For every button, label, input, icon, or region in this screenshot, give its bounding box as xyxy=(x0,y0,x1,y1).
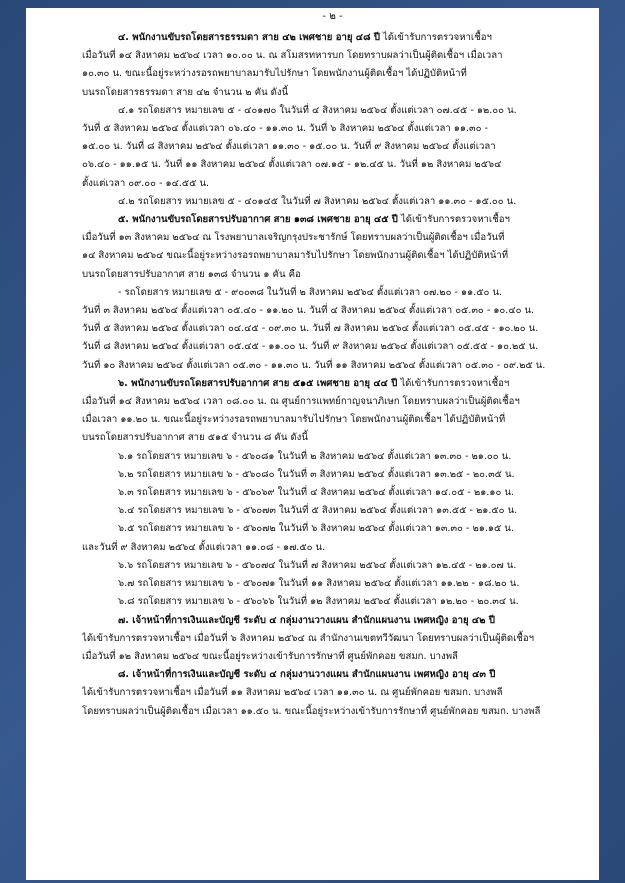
line-text: เมื่อเวลา ๑๑.๒๐ น. ขณะนี้อยู่ระหว่างรอรถพยาบาลมารับไปรักษา โดยพนักงานผู้ติดเชื้อฯ ได้ปฏิบัติหน้าที่ xyxy=(82,414,506,426)
line-text: ๖.๘ รถโดยสาร หมายเลข ๖ - ๕๖๐๖๖ ในวันที่ ๑๒ สิงหาคม ๒๕๖๔ ตั้งแต่เวลา ๑๒.๒๐ - ๒๐.๓๔ น. xyxy=(118,596,519,608)
text-line xyxy=(82,502,583,520)
text-line xyxy=(82,520,583,538)
text-line xyxy=(82,703,583,721)
text-line xyxy=(82,193,583,211)
text-line xyxy=(82,466,583,484)
text-line xyxy=(82,593,583,611)
text-line xyxy=(82,357,583,375)
line-text: ได้เข้ารับการตรวจหาเชื้อฯ เมื่อวันที่ ๑๑ สิงหาคม ๒๕๖๔ เวลา ๑๑.๓๐ น. ณ ศูนย์พักคอย ขสมก. บางพลี xyxy=(82,687,503,699)
line-text: ๖.๑ รถโดยสาร หมายเลข ๖ - ๕๖๐๘๑ ในวันที่ ๒ สิงหาคม ๒๕๖๔ ตั้งแต่เวลา ๑๓.๓๐ - ๒๑.๐๐ น. xyxy=(118,450,512,462)
text-line xyxy=(82,575,583,593)
section-heading: ๔. พนักงานขับรถโดยสารธรรมดา สาย ๔๒ เพศชาย อายุ ๔๘ ปี xyxy=(118,32,380,43)
line-text: ตั้งแต่เวลา ๐๙.๐๐ - ๑๔.๕๕ น. xyxy=(82,177,210,189)
line-text: ได้เข้ารับการตรวจหาเชื้อฯ เมื่อวันที่ ๖ สิงหาคม ๒๕๖๔ ณ สำนักงานเขตทวีวัฒนา โดยทราบผลว่าเป็นผู้ติดเชื้อฯ xyxy=(82,632,535,644)
text-line xyxy=(82,175,583,193)
line-text: เมื่อวันที่ ๑๔ สิงหาคม ๒๕๖๔ เวลา ๑๐.๐๐ น. ณ สโมสรทหารบก โดยทราบผลว่าเป็นผู้ติดเชื้อฯ เมื่อเวลา xyxy=(82,50,503,62)
line-text: - รถโดยสาร หมายเลข ๕ - ๙๐๐๓๘ ในวันที่ ๒ สิงหาคม ๒๕๖๔ ตั้งแต่เวลา ๐๗.๒๐ - ๑๑.๕๐ น. xyxy=(118,286,503,298)
line-text: ๖.๔ รถโดยสาร หมายเลข ๖ - ๕๖๐๗๓ ในวันที่ ๕ สิงหาคม ๒๕๖๔ ตั้งแต่เวลา ๑๓.๕๕ - ๒๑.๕๐ น. xyxy=(118,505,518,517)
line-text: วันที่ ๑๐ สิงหาคม ๒๕๖๔ ตั้งแต่เวลา ๐๕.๓๐ - ๑๑.๓๐ น. วันที่ ๑๑ สิงหาคม ๒๕๖๔ ตั้งแต่เวลา ๐๕.๓๐ - ๐๙.๒๕ น. xyxy=(82,359,546,371)
text-line xyxy=(82,266,583,284)
line-text: วันที่ ๕ สิงหาคม ๒๕๖๔ ตั้งแต่เวลา ๐๖.๔๐ - ๑๑.๓๐ น. วันที่ ๖ สิงหาคม ๒๕๖๔ ตั้งแต่เวลา ๑๑.๓๐ - xyxy=(82,123,488,135)
line-text: บนรถโดยสารธรรมดา สาย ๔๒ จำนวน ๒ คัน ดังนี้ xyxy=(82,86,289,98)
line-text: วันที่ ๓ สิงหาคม ๒๕๖๔ ตั้งแต่เวลา ๐๕.๔๐ - ๑๑.๒๐ น. วันที่ ๔ สิงหาคม ๒๕๖๔ ตั้งแต่เวลา ๐๕.๓๐ - ๑๐.๔๐ น. xyxy=(82,305,535,317)
text-line xyxy=(82,284,583,302)
text-line xyxy=(82,47,583,65)
text-line xyxy=(82,102,583,120)
page-number: - ๒ - xyxy=(322,11,343,22)
section-heading: ๗. เจ้าหน้าที่การเงินและบัญชี ระดับ ๔ กลุ่มงานวางแผน สำนักแผนงาน เพศหญิง อายุ ๔๒ ปี xyxy=(118,614,495,626)
section-heading-line xyxy=(82,666,583,684)
line-text: ได้เข้ารับการตรวจหาเชื้อฯ xyxy=(379,32,492,43)
text-line xyxy=(82,84,583,102)
line-text: ๑๕.๐๐ น. วันที่ ๘ สิงหาคม ๒๕๖๔ ตั้งแต่เวลา ๑๑.๓๐ - ๑๕.๐๐ น. วันที่ ๙ สิงหาคม ๒๕๖๔ ตั้งแต่เวลา xyxy=(82,141,496,153)
section-heading: ๘. เจ้าหน้าที่การเงินและบัญชี ระดับ ๔ กลุ่มงานวางแผน สำนักแผนงาน เพศหญิง อายุ ๔๓ ปี xyxy=(118,669,496,681)
text-line xyxy=(82,393,583,411)
line-text: บนรถโดยสารปรับอากาศ สาย ๕๑๕ จำนวน ๘ คัน ดังนี้ xyxy=(82,432,308,444)
line-text: ๖.๒ รถโดยสาร หมายเลข ๖ - ๕๖๐๘๐ ในวันที่ ๓ สิงหาคม ๒๕๖๔ ตั้งแต่เวลา ๑๓.๒๕ - ๒๐.๓๕ น. xyxy=(118,468,515,480)
line-text: บนรถโดยสารปรับอากาศ สาย ๑๓๘ จำนวน ๑ คัน คือ xyxy=(82,268,301,280)
text-line xyxy=(82,557,583,575)
line-text: ๑๔ สิงหาคม ๒๕๖๔ ขณะนี้อยู่ระหว่างรอรถพยาบาลมารับไปรักษา โดยพนักงานผู้ติดเชื้อฯ ได้ปฏิบัติหน้าที่ xyxy=(82,250,509,262)
text-line xyxy=(82,65,583,83)
text-line xyxy=(82,484,583,502)
section-heading-line xyxy=(82,612,583,630)
line-text: วันที่ ๘ สิงหาคม ๒๕๖๔ ตั้งแต่เวลา ๐๕.๔๕ - ๑๑.๐๐ น. วันที่ ๙ สิงหาคม ๒๕๖๔ ตั้งแต่เวลา ๐๕.๕๕ - ๑๐.๒๕ น. xyxy=(82,341,539,353)
text-line xyxy=(82,338,583,356)
line-text: เมื่อวันที่ ๑๓ สิงหาคม ๒๕๖๔ ณ โรงพยาบาลเจริญกรุงประชารักษ์ โดยทราบผลว่าเป็นผู้ติดเชื้อฯ เมื่อวันที่ xyxy=(82,232,505,244)
text-line xyxy=(82,411,583,429)
text-line xyxy=(82,648,583,666)
section-heading: ๖. พนักงานขับรถโดยสารปรับอากาศ สาย ๕๑๕ เพศชาย อายุ ๔๔ ปี xyxy=(118,377,398,389)
text-line xyxy=(82,156,583,174)
text-line xyxy=(82,229,583,247)
section-heading-line xyxy=(82,211,583,229)
line-text: และวันที่ ๙ สิงหาคม ๒๕๖๔ ตั้งแต่เวลา ๑๑.๐๘ - ๑๗.๕๐ น. xyxy=(82,541,326,553)
line-text: ๖.๖ รถโดยสาร หมายเลข ๖ - ๕๖๐๗๔ ในวันที่ ๗ สิงหาคม ๒๕๖๔ ตั้งแต่เวลา ๑๒.๔๕ - ๒๑.๐๗ น. xyxy=(118,559,517,571)
text-line xyxy=(82,429,583,447)
text-line xyxy=(82,539,583,557)
text-line xyxy=(82,302,583,320)
line-text: เมื่อวันที่ ๑๔ สิงหาคม ๒๕๖๔ เวลา ๐๘.๐๐ น. ณ ศูนย์การแพทย์กาญจนาภิเษก โดยทราบผลว่าเป็นผู้ติดเชื้อฯ xyxy=(82,396,520,408)
line-text: ๔.๑ รถโดยสาร หมายเลข ๕ - ๔๐๑๗๐ ในวันที่ ๔ สิงหาคม ๒๕๖๔ ตั้งแต่เวลา ๐๗.๔๕ - ๑๒.๐๐ น. xyxy=(118,104,517,116)
section-heading: ๕. พนักงานขับรถโดยสารปรับอากาศ สาย ๑๓๘ เพศชาย อายุ ๔๕ ปี xyxy=(118,214,398,226)
line-text: ๑๐.๓๐ น. ขณะนี้อยู่ระหว่างรอรถพยาบาลมารับไปรักษา โดยพนักงานผู้ติดเชื้อฯ ได้ปฏิบัติหน้าที่ xyxy=(82,68,467,80)
text-line xyxy=(82,247,583,265)
line-text: ๔.๒ รถโดยสาร หมายเลข ๕ - ๔๐๑๔๕ ในวันที่ ๗ สิงหาคม ๒๕๖๔ ตั้งแต่เวลา ๑๑.๓๐ - ๑๕.๐๐ น. xyxy=(118,195,517,207)
text-line xyxy=(82,684,583,702)
document-page xyxy=(26,8,599,880)
line-text: ๖.๓ รถโดยสาร หมายเลข ๖ - ๕๖๐๖๙ ในวันที่ ๔ สิงหาคม ๒๕๖๔ ตั้งแต่เวลา ๑๔.๐๕ - ๒๑.๑๐ น. xyxy=(118,487,514,499)
text-line xyxy=(82,630,583,648)
section-heading-line xyxy=(82,29,583,47)
line-text: ๐๖.๔๐ - ๑๑.๑๕ น. วันที่ ๑๑ สิงหาคม ๒๕๖๔ ตั้งแต่เวลา ๐๗.๑๕ - ๑๒.๔๕ น. วันที่ ๑๒ สิงหาคม ๒๕๖๔ xyxy=(82,159,502,171)
line-text: ได้เข้ารับการตรวจหาเชื้อฯ xyxy=(397,377,510,389)
line-text: วันที่ ๕ สิงหาคม ๒๕๖๔ ตั้งแต่เวลา ๐๔.๔๕ - ๐๙.๓๐ น. วันที่ ๗ สิงหาคม ๒๕๖๔ ตั้งแต่เวลา ๐๕.๔๕ - ๑๐.๒๐ น. xyxy=(82,323,539,335)
text-line xyxy=(82,138,583,156)
section-heading-line xyxy=(82,375,583,393)
document-body xyxy=(82,29,583,721)
line-text: เมื่อวันที่ ๑๒ สิงหาคม ๒๕๖๔ ขณะนี้อยู่ระหว่างเข้ารับการรักษาที่ ศูนย์พักคอย ขสมก. บางพลี xyxy=(82,650,458,662)
line-text: ๖.๕ รถโดยสาร หมายเลข ๖ - ๕๖๐๗๒ ในวันที่ ๖ สิงหาคม ๒๕๖๔ ตั้งแต่เวลา ๑๓.๓๐ - ๒๑.๑๕ น. xyxy=(118,523,514,535)
line-text: ได้เข้ารับการตรวจหาเชื้อฯ xyxy=(397,214,510,226)
line-text: โดยทราบผลว่าเป็นผู้ติดเชื้อฯ เมื่อเวลา ๑๑.๕๐ น. ขณะนี้อยู่ระหว่างเข้ารับการรักษาที่ ศูนย์พักคอย ขสมก. บางพลี xyxy=(82,705,541,717)
text-line xyxy=(82,320,583,338)
line-text: ๖.๗ รถโดยสาร หมายเลข ๖ - ๕๖๐๗๑ ในวันที่ ๑๑ สิงหาคม ๒๕๖๔ ตั้งแต่เวลา ๑๑.๒๒ - ๑๘.๒๐ น. xyxy=(118,578,520,590)
text-line xyxy=(82,120,583,138)
text-line xyxy=(82,448,583,466)
